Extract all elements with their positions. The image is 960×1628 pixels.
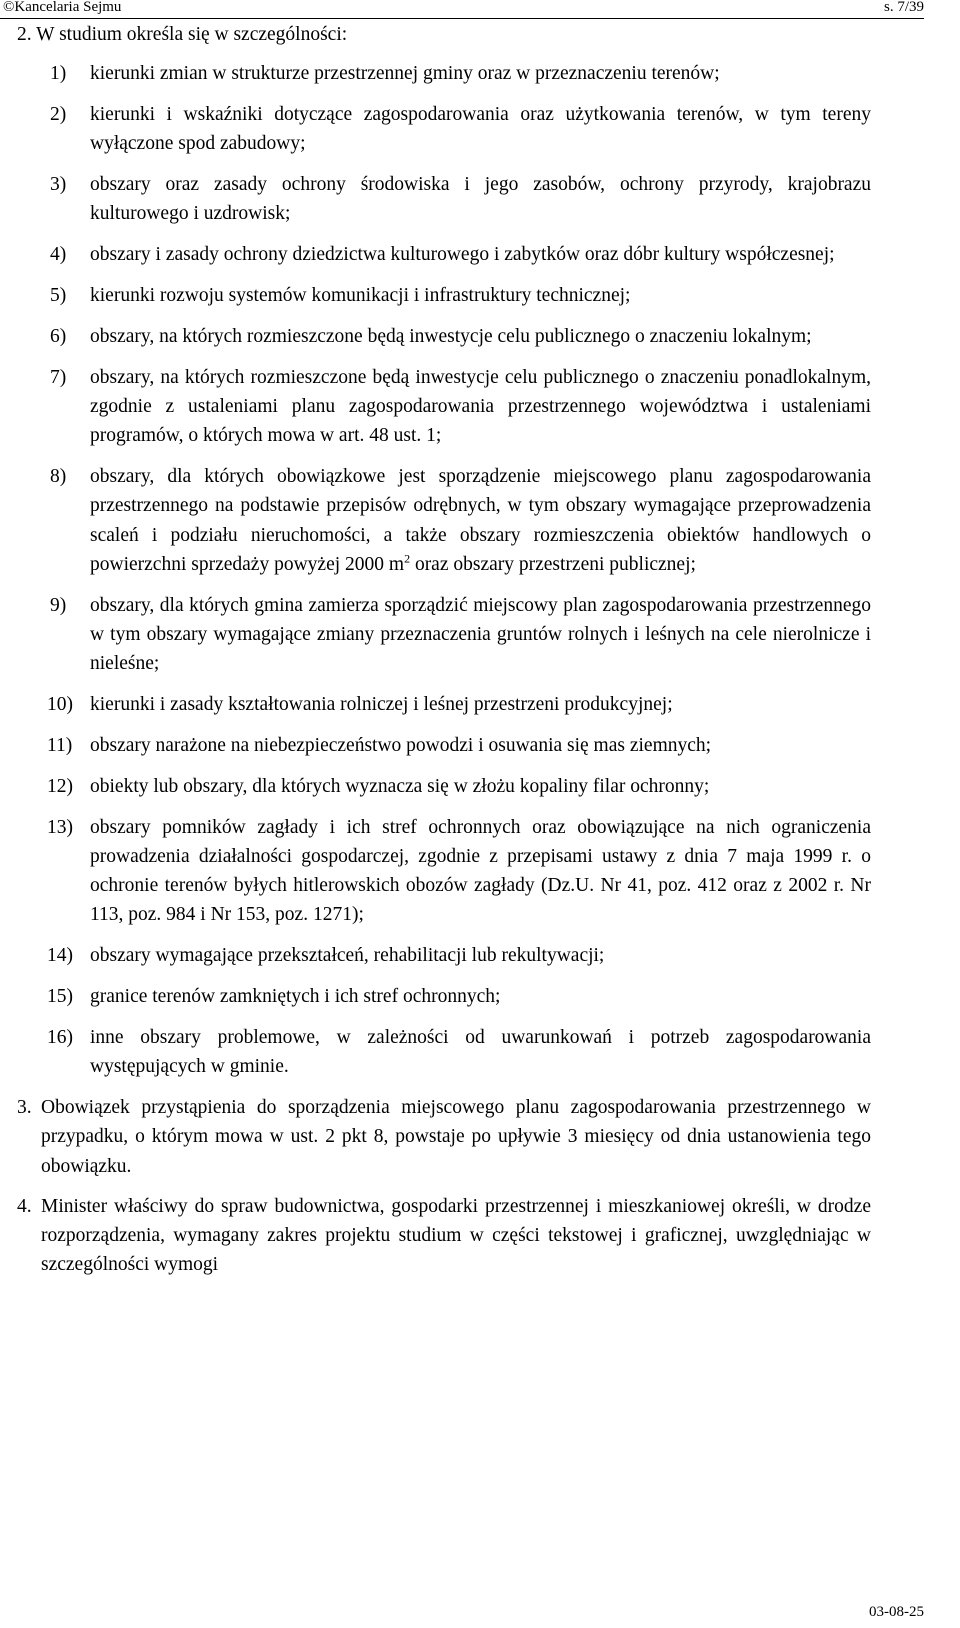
list-item [17,690,871,719]
header-rule [0,18,924,19]
item-number: 9) [50,594,67,616]
list-item [17,941,871,970]
item-text: obszary, dla których gmina zamierza sporządzić miejscowy plan zagospodarowania przestrzennego w tym obszary wymagające zmiany przeznaczenia gruntów rolnych i leśnych na cele nierolnicze i nieleśne; [90,594,871,675]
item-number: 15) [47,986,73,1008]
item-number: 1) [50,63,67,85]
section-4 [17,1192,871,1280]
list-item [17,813,871,930]
list-item [17,322,871,351]
item-text: obszary i zasady ochrony dziedzictwa kulturowego i zabytków oraz dóbr kultury współczesnej; [90,244,835,266]
page-number: s. 7/39 [883,0,924,15]
item-text-after: oraz obszary przestrzeni publicznej; [410,553,696,575]
superscript: 2 [404,551,411,566]
item-text: kierunki i zasady kształtowania rolniczej i leśnej przestrzeni produkcyjnej; [90,694,673,716]
item-text: kierunki rozwoju systemów komunikacji i infrastruktury technicznej; [90,285,631,307]
section-number: 3. [17,1096,32,1118]
list-item [17,731,871,760]
item-text: granice terenów zamkniętych i ich stref ochronnych; [90,986,501,1008]
item-text: obiekty lub obszary, dla których wyznacza się w złożu kopaliny filar ochronny; [90,775,710,797]
item-text: obszary pomników zagłady i ich stref ochronnych oraz obowiązujące na nich ograniczenia prowadzenia działalności gospodarczej, zgodnie z przepisami ustawy z dnia 7 maja 1999 r. o ochronie terenów byłych hitlerowskich obozów zagłady (Dz.U. Nr 41, poz. 412 oraz z 2002 r. Nr 113, poz. 984 i Nr 153, poz. 1271); [90,816,871,926]
item-text: obszary wymagające przekształceń, rehabilitacji lub rekultywacji; [90,945,605,967]
item-text: kierunki zmian w strukturze przestrzennej gminy oraz w przeznaczeniu terenów; [90,63,720,85]
item-text: obszary, na których rozmieszczone będą inwestycje celu publicznego o znaczeniu lokalnym; [90,325,812,347]
footer-date: 03-08-25 [869,1604,924,1620]
list-item [17,100,871,159]
item-number: 10) [47,694,73,716]
item-text: obszary narażone na niebezpieczeństwo powodzi i osuwania się mas ziemnych; [90,734,712,756]
list-item [17,1023,871,1082]
list-item [17,363,871,451]
list-item [17,59,871,88]
item-text-before: obszary, dla których obowiązkowe jest sporządzenie miejscowego planu zagospodarowania przestrzennego na podstawie przepisów odrębnych, w tym obszary wymagające przeprowadzenia scaleń i podziału nieruchomości, a także obszary rozmieszczenia obiektów handlowych o powierzchni sprzedaży powyżej 2000 m [90,466,871,575]
list-item [17,982,871,1011]
section-3 [17,1093,871,1181]
item-text: obszary oraz zasady ochrony środowiska i jego zasobów, ochrony przyrody, krajobrazu kulturowego i uzdrowisk; [90,174,871,225]
list-item [17,170,871,229]
list-item [17,462,871,579]
section-2-title: 2. W studium określa się w szczególności: [17,24,348,45]
section-2-list [17,59,871,1081]
item-number: 13) [47,816,73,838]
item-text: kierunki i wskaźniki dotyczące zagospodarowania oraz użytkowania terenów, w tym tereny wyłączone spod zabudowy; [90,104,871,155]
item-number: 11) [47,734,73,756]
item-number: 7) [50,366,67,388]
item-text: inne obszary problemowe, w zależności od uwarunkowań i potrzeb zagospodarowania występujących w gminie. [90,1026,871,1078]
document-body [17,20,871,1280]
list-item [17,772,871,801]
item-text [90,462,871,579]
item-number: 12) [47,775,73,797]
item-number: 3) [50,174,67,196]
list-item [17,591,871,679]
item-number: 14) [47,945,73,967]
publisher-label: ©Kancelaria Sejmu [3,0,122,15]
item-number: 4) [50,244,67,266]
item-number: 5) [50,285,67,307]
item-number: 2) [50,104,67,126]
section-text: Obowiązek przystąpienia do sporządzenia miejscowego planu zagospodarowania przestrzennego w przypadku, o którym mowa w ust. 2 pkt 8, powstaje po upływie 3 miesięcy od dnia ustanowienia tego obowiązku. [41,1096,871,1177]
item-number: 8) [50,466,67,488]
item-number: 16) [47,1026,73,1048]
section-text: Minister właściwy do spraw budownictwa, gospodarki przestrzennej i mieszkaniowej określi, w drodze rozporządzenia, wymagany zakres projektu studium w części tekstowej i graficznej, uwzględniając w szczególności wymogi [41,1195,871,1276]
list-item [17,240,871,269]
item-text: obszary, na których rozmieszczone będą inwestycje celu publicznego o znaczeniu ponadlokalnym, zgodnie z ustaleniami planu zagospodarowania przestrzennego województwa i ustaleniami programów, o których mowa w art. 48 ust. 1; [90,366,871,447]
section-number: 4. [17,1195,32,1217]
list-item [17,281,871,310]
item-number: 6) [50,325,67,347]
